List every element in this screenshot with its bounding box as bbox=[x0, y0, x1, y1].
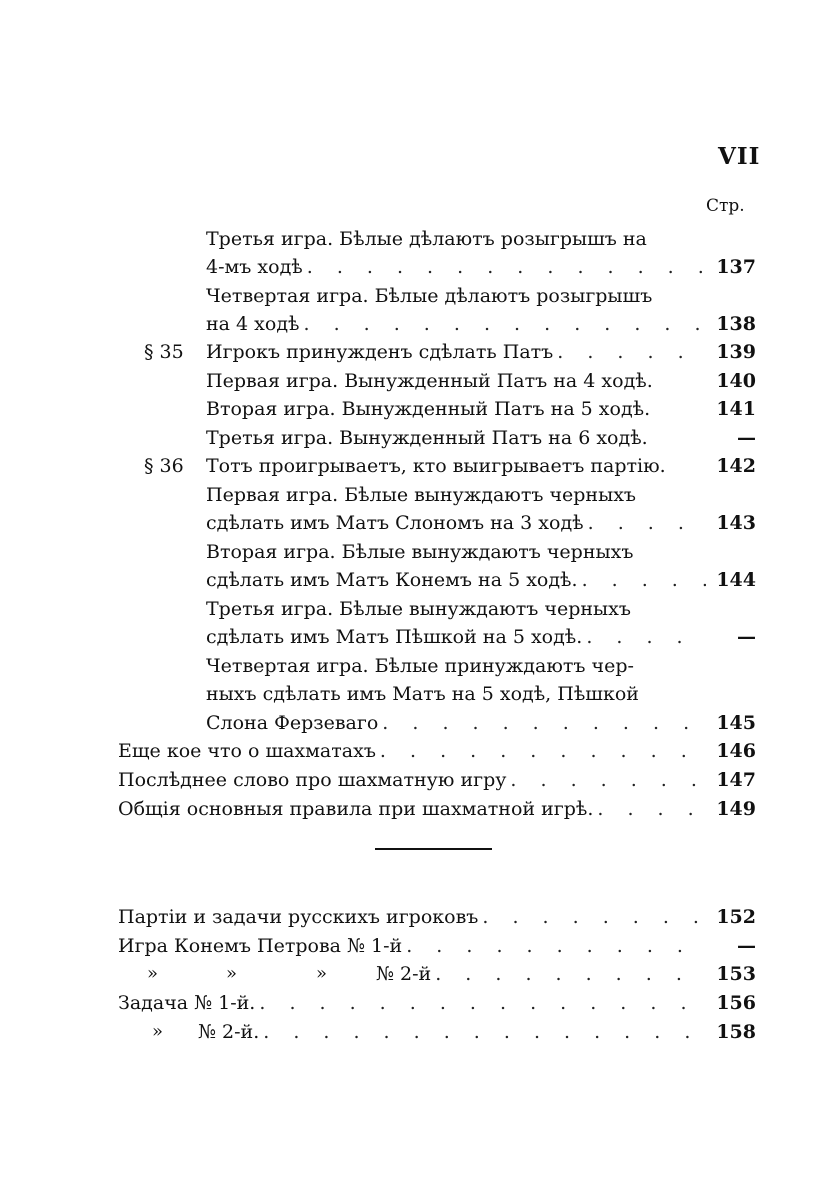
toc-page-number: 156 bbox=[716, 992, 756, 1014]
toc-entry-text: Вторая игра. Вынужденный Патъ на 5 ходѣ. bbox=[206, 398, 651, 420]
toc-entry-line bbox=[206, 481, 706, 509]
toc-entry-line bbox=[206, 452, 706, 480]
ditto-mark: » bbox=[316, 963, 328, 984]
dot-leader bbox=[255, 989, 706, 1017]
toc-entry-line bbox=[118, 737, 706, 765]
toc-entry-line bbox=[118, 795, 706, 823]
toc-entry-text: ныхъ сдѣлать имъ Матъ на 5 ходѣ, Пѣшкой bbox=[206, 683, 639, 705]
toc-page-number: 141 bbox=[716, 398, 756, 420]
ditto-mark: » bbox=[147, 963, 159, 984]
dot-leader bbox=[376, 737, 706, 765]
toc-entry-text: Четвертая игра. Бѣлые дѣлаютъ розыгрышъ bbox=[206, 285, 653, 307]
toc-entry-line bbox=[376, 960, 706, 988]
toc-entry-line bbox=[118, 989, 706, 1017]
dot-leader bbox=[299, 310, 706, 338]
toc-page-number: 149 bbox=[716, 798, 756, 820]
toc-entry-text: № 2-й. bbox=[198, 1021, 260, 1043]
dot-leader bbox=[478, 903, 706, 931]
toc-entry-line bbox=[118, 903, 706, 931]
toc-page-number: — bbox=[737, 935, 756, 957]
toc-entry-text: Общія основныя правила при шахматной игрѣ. bbox=[118, 798, 594, 820]
ditto-mark: » bbox=[226, 963, 238, 984]
toc-entry-text: Третья игра. Вынужденный Патъ на 6 ходѣ. bbox=[206, 427, 648, 449]
toc-page-number: 153 bbox=[716, 963, 756, 985]
section-divider bbox=[375, 848, 492, 850]
toc-entry-line bbox=[206, 225, 706, 253]
toc-page-number: 139 bbox=[716, 341, 756, 363]
toc-page-number: 146 bbox=[716, 740, 756, 762]
dot-leader bbox=[553, 338, 706, 366]
toc-entry-line bbox=[206, 680, 706, 708]
toc-page-number: 158 bbox=[716, 1021, 756, 1043]
toc-entry-text: Вторая игра. Бѣлые вынуждаютъ черныхъ bbox=[206, 541, 634, 563]
toc-page-number: 145 bbox=[716, 712, 756, 734]
dot-leader bbox=[593, 795, 706, 823]
toc-entry-line bbox=[206, 395, 706, 423]
toc-entry-text: Первая игра. Бѣлые вынуждаютъ черныхъ bbox=[206, 484, 637, 506]
toc-entry-text: Третья игра. Бѣлые дѣлаютъ розыгрышъ на bbox=[206, 228, 647, 250]
page-column-label: Стр. bbox=[706, 196, 745, 216]
toc-entry-text: сдѣлать имъ Матъ Слономъ на 3 ходѣ bbox=[206, 512, 584, 534]
toc-entry-text: Игрокъ принужденъ сдѣлать Патъ bbox=[206, 341, 554, 363]
dot-leader bbox=[378, 709, 706, 737]
dot-leader bbox=[506, 766, 706, 794]
toc-entry-line bbox=[206, 623, 706, 651]
toc-entry-text: Задача № 1-й. bbox=[118, 992, 256, 1014]
toc-entry-text: Первая игра. Вынужденный Патъ на 4 ходѣ. bbox=[206, 370, 653, 392]
toc-page-number: 152 bbox=[716, 906, 756, 928]
toc-entry-line bbox=[206, 509, 706, 537]
toc-entry-text: сдѣлать имъ Матъ Пѣшкой на 5 ходѣ. bbox=[206, 626, 583, 648]
dot-leader bbox=[582, 623, 706, 651]
toc-entry-text: Четвертая игра. Бѣлые принуждаютъ чер- bbox=[206, 655, 634, 677]
toc-entry-line bbox=[206, 566, 706, 594]
toc-entry-text: Еще кое что о шахматахъ bbox=[118, 740, 376, 762]
toc-page-number: 143 bbox=[716, 512, 756, 534]
toc-page-number: — bbox=[737, 427, 756, 449]
toc-page-number: 138 bbox=[716, 313, 756, 335]
toc-entry-line bbox=[118, 766, 706, 794]
toc-entry-line bbox=[206, 652, 706, 680]
toc-page-number: 137 bbox=[716, 256, 756, 278]
dot-leader bbox=[578, 566, 706, 594]
toc-entry-line bbox=[206, 338, 706, 366]
toc-entry-text: № 2-й bbox=[376, 963, 432, 985]
toc-entry-text: Тотъ проигрываетъ, кто выигрываетъ партію. bbox=[206, 455, 666, 477]
section-marker: § 35 bbox=[144, 341, 184, 363]
toc-entry-text: на 4 ходѣ bbox=[206, 313, 300, 335]
page-number: VII bbox=[718, 143, 761, 170]
dot-leader bbox=[259, 1018, 706, 1046]
toc-entry-line bbox=[198, 1018, 706, 1046]
toc-entry-line bbox=[206, 367, 706, 395]
section-marker: § 36 bbox=[144, 455, 184, 477]
toc-entry-text: Слона Ферзеваго bbox=[206, 712, 379, 734]
toc-entry-line bbox=[206, 310, 706, 338]
dot-leader bbox=[431, 960, 706, 988]
toc-entry-text: Партіи и задачи русскихъ игроковъ bbox=[118, 906, 479, 928]
toc-page-number: 147 bbox=[716, 769, 756, 791]
toc-entry-line bbox=[206, 424, 706, 452]
toc-page-number: 140 bbox=[716, 370, 756, 392]
dot-leader bbox=[303, 253, 706, 281]
toc-entry-text: Игра Конемъ Петрова № 1-й bbox=[118, 935, 403, 957]
toc-page-number: — bbox=[737, 626, 756, 648]
toc-entry-text: Послѣднее слово про шахматную игру bbox=[118, 769, 507, 791]
toc-entry-line bbox=[206, 282, 706, 310]
toc-entry-text: сдѣлать имъ Матъ Конемъ на 5 ходѣ. bbox=[206, 569, 578, 591]
toc-entry-line bbox=[206, 538, 706, 566]
toc-entry-text: Третья игра. Бѣлые вынуждаютъ черныхъ bbox=[206, 598, 631, 620]
dot-leader bbox=[402, 932, 706, 960]
toc-entry-line bbox=[206, 595, 706, 623]
ditto-mark: » bbox=[152, 1021, 164, 1042]
toc-page-number: 142 bbox=[716, 455, 756, 477]
toc-entry-line bbox=[206, 709, 706, 737]
dot-leader bbox=[584, 509, 706, 537]
toc-entry-text: 4-мъ ходѣ bbox=[206, 256, 303, 278]
toc-entry-line bbox=[118, 932, 706, 960]
toc-page-number: 144 bbox=[716, 569, 756, 591]
toc-entry-line bbox=[206, 253, 706, 281]
